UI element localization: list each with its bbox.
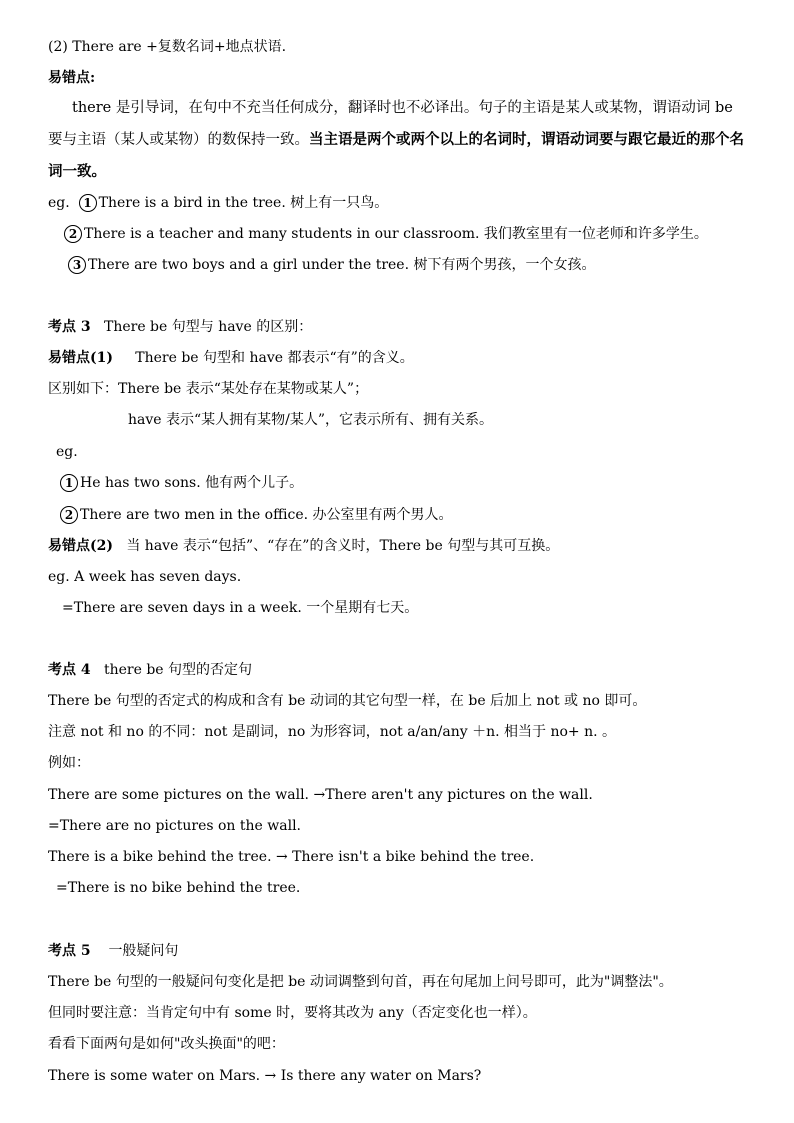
example-text: There is a bird in the tree. 树上有一只鸟。 <box>98 195 389 211</box>
body-line-1: There be 句型的否定式的构成和含有 be 动词的其它句型一样，在 be 后加上 not 或 no 即可。 <box>48 693 647 709</box>
example-line-3: There is a bike behind the tree. → There isn't a bike behind the tree. <box>48 849 535 865</box>
circled-number-1: 1 <box>79 194 97 212</box>
circled-number-2: 2 <box>60 506 78 524</box>
body-line-3: 例如： <box>48 755 90 771</box>
example-line-2: =There are no pictures on the wall. <box>48 818 302 834</box>
body-line-2: 注意 not 和 no 的不同：not 是副词，no 为形容词，not a/an/any ＋n. 相当于 no+ n. 。 <box>48 724 617 740</box>
circled-number-1: 1 <box>60 474 78 492</box>
eg-label: eg. <box>56 444 78 460</box>
error-label: 易错点(1) <box>48 350 113 366</box>
example-2 <box>64 225 708 243</box>
explanation-paragraph <box>48 93 748 188</box>
section-label: 考点 3 <box>48 319 91 335</box>
section-title: 一般疑问句 <box>108 943 179 959</box>
section-label: 考点 5 <box>48 943 91 959</box>
example-text: There is a teacher and many students in our classroom. 我们教室里有一位老师和许多学生。 <box>84 226 708 242</box>
example-1 <box>60 474 303 492</box>
explanation-bold: 当主语是两个或两个以上的名词时，谓语动词要与跟它最近的那个名词一致。 <box>48 131 744 180</box>
section-heading-5 <box>48 942 178 960</box>
error-label: 易错点(2) <box>48 538 113 554</box>
error-point-2 <box>48 537 559 555</box>
pattern-text: (2) There are +复数名词+地点状语. <box>48 39 287 55</box>
example-text: There are two men in the office. 办公室里有两个男人。 <box>80 507 453 523</box>
section-label: 考点 4 <box>48 662 91 678</box>
equivalent-line: =There are seven days in a week. 一个星期有七天。 <box>62 600 419 616</box>
error-text: 当 have 表示“包括”、“存在”的含义时，There be 句型与其可互换。 <box>126 538 560 554</box>
circled-number-3: 3 <box>68 256 86 274</box>
example-line-4: =There is no bike behind the tree. <box>56 880 301 896</box>
example-line-1: There are some pictures on the wall. →There aren't any pictures on the wall. <box>48 787 593 803</box>
body-line-2: 但同时要注意：当肯定句中有 some 时，要将其改为 any（否定变化也一样）。 <box>48 1005 537 1021</box>
example-3 <box>68 256 596 274</box>
eg-label: eg. <box>48 195 70 211</box>
circled-number-2: 2 <box>64 225 82 243</box>
difference-line-2: have 表示“某人拥有某物/某人”，它表示所有、拥有关系。 <box>128 412 494 428</box>
section-title: there be 句型的否定句 <box>103 662 253 678</box>
section-heading-3 <box>48 318 312 336</box>
example-text: There are two boys and a girl under the tree. 树下有两个男孩，一个女孩。 <box>88 257 596 273</box>
body-line-3: 看看下面两句是如何"改头换面"的吧： <box>48 1036 285 1052</box>
error-point-1 <box>48 349 414 367</box>
error-text: There be 句型和 have 都表示“有”的含义。 <box>135 350 414 366</box>
explanation-normal: there 是引导词，在句中不充当任何成分，翻译时也不必译出。句子的主语是某人或某物，谓语动词 be 要与主语（某人或某物）的数保持一致。 <box>48 100 733 148</box>
example-line: eg. A week has seven days. <box>48 569 242 585</box>
error-label: 易错点: <box>48 70 96 86</box>
example-1 <box>48 194 388 212</box>
example-2 <box>60 506 453 524</box>
example-line: There is some water on Mars. → Is there any water on Mars? <box>48 1068 482 1084</box>
pattern-line <box>48 38 286 56</box>
section-heading-4 <box>48 661 252 679</box>
example-text: He has two sons. 他有两个儿子。 <box>80 475 304 491</box>
difference-line-1: 区别如下：There be 表示“某处存在某物或某人”； <box>48 381 369 397</box>
body-line-1: There be 句型的一般疑问句变化是把 be 动词调整到句首，再在句尾加上问号即可，此为"调整法"。 <box>48 974 673 990</box>
section-title: There be 句型与 have 的区别： <box>103 319 313 335</box>
